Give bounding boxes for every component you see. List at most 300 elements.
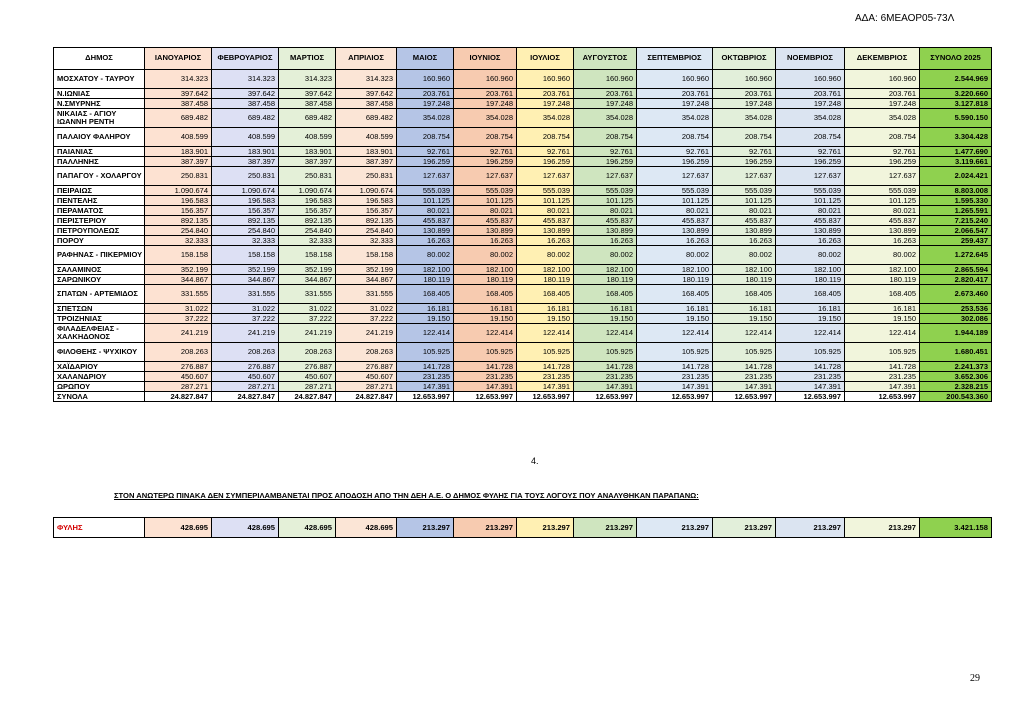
month-value: 208.754 <box>776 128 845 147</box>
month-value: 408.599 <box>212 128 279 147</box>
row-total: 2.328.215 <box>920 382 992 392</box>
month-value: 101.125 <box>776 196 845 206</box>
month-value: 80.021 <box>454 206 517 216</box>
month-value: 19.150 <box>574 314 637 324</box>
month-value: 158.158 <box>336 246 397 265</box>
month-value: 16.263 <box>776 236 845 246</box>
row-total: 2.066.547 <box>920 226 992 236</box>
month-value: 156.357 <box>279 206 336 216</box>
month-value: 130.899 <box>574 226 637 236</box>
municipality-name: ΠΕΝΤΕΛΗΣ <box>54 196 145 206</box>
fyli-month-value: 213.297 <box>845 518 920 538</box>
month-value: 122.414 <box>517 324 574 343</box>
month-value: 101.125 <box>845 196 920 206</box>
month-value: 352.199 <box>145 265 212 275</box>
month-value: 689.482 <box>212 109 279 128</box>
month-total: 12.653.997 <box>637 392 713 402</box>
month-value: 455.837 <box>574 216 637 226</box>
month-value: 16.181 <box>454 304 517 314</box>
month-value: 203.761 <box>454 89 517 99</box>
month-value: 689.482 <box>145 109 212 128</box>
month-value: 147.391 <box>713 382 776 392</box>
month-value: 16.263 <box>845 236 920 246</box>
fyli-month-value: 213.297 <box>713 518 776 538</box>
allocation-table <box>53 47 992 402</box>
municipality-name: ΧΑΛΑΝΔΡΙΟΥ <box>54 372 145 382</box>
month-value: 197.248 <box>637 99 713 109</box>
table-row <box>54 70 992 89</box>
month-value: 197.248 <box>574 99 637 109</box>
row-total: 2.024.421 <box>920 167 992 186</box>
month-value: 127.637 <box>637 167 713 186</box>
month-value: 105.925 <box>517 343 574 362</box>
month-value: 92.761 <box>517 147 574 157</box>
month-value: 183.901 <box>212 147 279 157</box>
month-value: 160.960 <box>637 70 713 89</box>
fyli-row <box>54 518 992 538</box>
month-value: 32.333 <box>212 236 279 246</box>
month-value: 16.263 <box>637 236 713 246</box>
month-value: 892.135 <box>336 216 397 226</box>
month-value: 208.263 <box>145 343 212 362</box>
month-value: 450.607 <box>336 372 397 382</box>
month-value: 182.100 <box>574 265 637 275</box>
row-total: 3.119.661 <box>920 157 992 167</box>
month-value: 156.357 <box>212 206 279 216</box>
month-value: 231.235 <box>713 372 776 382</box>
month-value: 354.028 <box>517 109 574 128</box>
month-value: 203.761 <box>713 89 776 99</box>
month-value: 141.728 <box>637 362 713 372</box>
month-value: 141.728 <box>397 362 454 372</box>
month-value: 276.887 <box>336 362 397 372</box>
month-value: 203.761 <box>845 89 920 99</box>
month-value: 32.333 <box>279 236 336 246</box>
month-value: 80.021 <box>517 206 574 216</box>
month-value: 130.899 <box>517 226 574 236</box>
month-value: 354.028 <box>574 109 637 128</box>
month-value: 344.867 <box>212 275 279 285</box>
month-value: 208.263 <box>336 343 397 362</box>
month-value: 160.960 <box>454 70 517 89</box>
month-value: 555.039 <box>776 186 845 196</box>
month-value: 555.039 <box>637 186 713 196</box>
month-value: 250.831 <box>145 167 212 186</box>
month-value: 160.960 <box>845 70 920 89</box>
month-value: 1.090.674 <box>279 186 336 196</box>
municipality-name: ΠΟΡΟΥ <box>54 236 145 246</box>
column-header-month: ΙΟΥΝΙΟΣ <box>454 48 517 70</box>
table-row <box>54 216 992 226</box>
month-value: 208.754 <box>637 128 713 147</box>
month-value: 127.637 <box>713 167 776 186</box>
month-value: 141.728 <box>574 362 637 372</box>
month-value: 408.599 <box>145 128 212 147</box>
municipality-name: ΝΙΚΑΙΑΣ - ΑΓΙΟΥ ΙΩΑΝΝΗ ΡΕΝΤΗ <box>54 109 145 128</box>
month-value: 31.022 <box>212 304 279 314</box>
month-value: 250.831 <box>279 167 336 186</box>
month-value: 160.960 <box>574 70 637 89</box>
table-row <box>54 314 992 324</box>
page-number: 29 <box>970 673 980 684</box>
month-value: 182.100 <box>713 265 776 275</box>
month-value: 408.599 <box>279 128 336 147</box>
month-value: 80.021 <box>397 206 454 216</box>
month-value: 37.222 <box>336 314 397 324</box>
month-value: 203.761 <box>637 89 713 99</box>
month-value: 892.135 <box>212 216 279 226</box>
month-value: 331.555 <box>212 285 279 304</box>
month-value: 105.925 <box>845 343 920 362</box>
month-value: 130.899 <box>454 226 517 236</box>
municipality-name: ΜΟΣΧΑΤΟΥ - ΤΑΥΡΟΥ <box>54 70 145 89</box>
month-value: 182.100 <box>776 265 845 275</box>
month-value: 80.002 <box>845 246 920 265</box>
month-value: 168.405 <box>637 285 713 304</box>
month-value: 231.235 <box>574 372 637 382</box>
row-total: 8.803.008 <box>920 186 992 196</box>
municipality-name: ΠΕΡΑΜΑΤΟΣ <box>54 206 145 216</box>
month-value: 31.022 <box>336 304 397 314</box>
table-row <box>54 128 992 147</box>
month-value: 231.235 <box>397 372 454 382</box>
month-value: 241.219 <box>279 324 336 343</box>
month-value: 141.728 <box>713 362 776 372</box>
month-value: 168.405 <box>397 285 454 304</box>
month-value: 16.181 <box>637 304 713 314</box>
fyli-month-value: 213.297 <box>454 518 517 538</box>
row-total: 2.241.373 <box>920 362 992 372</box>
month-value: 147.391 <box>574 382 637 392</box>
month-value: 254.840 <box>145 226 212 236</box>
row-total: 2.820.417 <box>920 275 992 285</box>
fyli-month-value: 428.695 <box>336 518 397 538</box>
month-value: 147.391 <box>637 382 713 392</box>
row-total: 3.304.428 <box>920 128 992 147</box>
month-value: 122.414 <box>637 324 713 343</box>
month-value: 31.022 <box>279 304 336 314</box>
month-value: 105.925 <box>776 343 845 362</box>
month-value: 101.125 <box>637 196 713 206</box>
month-value: 122.414 <box>397 324 454 343</box>
ada-code: ΑΔΑ: 6ΜΕΑΟΡ05-73Λ <box>855 13 955 24</box>
month-value: 254.840 <box>279 226 336 236</box>
month-value: 183.901 <box>279 147 336 157</box>
month-value: 397.642 <box>145 89 212 99</box>
municipality-name: ΦΙΛΑΔΕΛΦΕΙΑΣ - ΧΑΛΚΗΔΟΝΟΣ <box>54 324 145 343</box>
column-header-month: ΙΟΥΛΙΟΣ <box>517 48 574 70</box>
month-value: 32.333 <box>336 236 397 246</box>
month-value: 158.158 <box>145 246 212 265</box>
month-value: 122.414 <box>776 324 845 343</box>
month-value: 32.333 <box>145 236 212 246</box>
month-value: 80.021 <box>845 206 920 216</box>
month-value: 555.039 <box>574 186 637 196</box>
row-total: 1.595.330 <box>920 196 992 206</box>
fyli-total: 3.421.158 <box>920 518 992 538</box>
month-value: 689.482 <box>279 109 336 128</box>
month-value: 196.583 <box>279 196 336 206</box>
month-value: 196.583 <box>336 196 397 206</box>
month-value: 354.028 <box>637 109 713 128</box>
month-total: 12.653.997 <box>845 392 920 402</box>
month-value: 37.222 <box>212 314 279 324</box>
month-value: 196.259 <box>845 157 920 167</box>
row-total: 2.544.969 <box>920 70 992 89</box>
row-total: 1.944.189 <box>920 324 992 343</box>
month-value: 387.458 <box>145 99 212 109</box>
row-total: 2.673.460 <box>920 285 992 304</box>
municipality-name: ΤΡΟΙΖΗΝΙΑΣ <box>54 314 145 324</box>
month-value: 147.391 <box>517 382 574 392</box>
row-total: 3.220.660 <box>920 89 992 99</box>
fyli-month-value: 428.695 <box>212 518 279 538</box>
month-value: 168.405 <box>574 285 637 304</box>
month-value: 196.583 <box>145 196 212 206</box>
month-value: 276.887 <box>145 362 212 372</box>
month-value: 168.405 <box>776 285 845 304</box>
month-value: 387.397 <box>279 157 336 167</box>
month-value: 455.837 <box>397 216 454 226</box>
month-value: 80.002 <box>397 246 454 265</box>
month-value: 354.028 <box>713 109 776 128</box>
month-value: 397.642 <box>279 89 336 99</box>
month-value: 455.837 <box>845 216 920 226</box>
row-total: 7.215.240 <box>920 216 992 226</box>
table-header-row <box>54 48 992 70</box>
month-value: 180.119 <box>454 275 517 285</box>
month-value: 147.391 <box>845 382 920 392</box>
grand-total: 200.543.360 <box>920 392 992 402</box>
column-header-month: ΝΟΕΜΒΡΙΟΣ <box>776 48 845 70</box>
month-value: 203.761 <box>517 89 574 99</box>
row-total: 2.865.594 <box>920 265 992 275</box>
month-value: 156.357 <box>145 206 212 216</box>
month-total: 24.827.847 <box>279 392 336 402</box>
municipality-name: Ν.ΣΜΥΡΝΗΣ <box>54 99 145 109</box>
table-row <box>54 109 992 128</box>
month-value: 287.271 <box>145 382 212 392</box>
month-value: 397.642 <box>212 89 279 99</box>
month-total: 24.827.847 <box>336 392 397 402</box>
month-value: 196.259 <box>397 157 454 167</box>
table-row <box>54 265 992 275</box>
month-value: 180.119 <box>517 275 574 285</box>
month-value: 455.837 <box>776 216 845 226</box>
month-value: 203.761 <box>776 89 845 99</box>
table-row <box>54 226 992 236</box>
month-value: 196.259 <box>574 157 637 167</box>
month-value: 19.150 <box>397 314 454 324</box>
month-value: 130.899 <box>776 226 845 236</box>
fyli-month-value: 428.695 <box>279 518 336 538</box>
month-value: 122.414 <box>713 324 776 343</box>
totals-label: ΣΥΝΟΛΑ <box>54 392 145 402</box>
month-value: 101.125 <box>517 196 574 206</box>
fyli-month-value: 213.297 <box>776 518 845 538</box>
month-value: 314.323 <box>336 70 397 89</box>
month-value: 182.100 <box>517 265 574 275</box>
month-value: 208.754 <box>454 128 517 147</box>
month-value: 158.158 <box>279 246 336 265</box>
month-value: 19.150 <box>517 314 574 324</box>
month-total: 12.653.997 <box>517 392 574 402</box>
month-value: 130.899 <box>845 226 920 236</box>
row-total: 5.590.150 <box>920 109 992 128</box>
month-value: 147.391 <box>397 382 454 392</box>
table-row <box>54 89 992 99</box>
month-total: 12.653.997 <box>454 392 517 402</box>
month-value: 241.219 <box>145 324 212 343</box>
month-value: 450.607 <box>145 372 212 382</box>
fyli-month-value: 213.297 <box>637 518 713 538</box>
table-row <box>54 362 992 372</box>
month-value: 105.925 <box>454 343 517 362</box>
month-value: 276.887 <box>212 362 279 372</box>
month-value: 354.028 <box>845 109 920 128</box>
month-value: 122.414 <box>454 324 517 343</box>
month-value: 208.263 <box>212 343 279 362</box>
month-value: 387.458 <box>212 99 279 109</box>
municipality-name: ΦΙΛΟΘΕΗΣ - ΨΥΧΙΚΟΥ <box>54 343 145 362</box>
month-value: 180.119 <box>397 275 454 285</box>
month-value: 555.039 <box>845 186 920 196</box>
month-value: 105.925 <box>397 343 454 362</box>
column-header-month: ΑΥΓΟΥΣΤΟΣ <box>574 48 637 70</box>
month-value: 455.837 <box>637 216 713 226</box>
note-number: 4. <box>531 456 539 466</box>
month-value: 122.414 <box>845 324 920 343</box>
month-value: 450.607 <box>279 372 336 382</box>
month-value: 180.119 <box>713 275 776 285</box>
month-value: 196.259 <box>454 157 517 167</box>
column-header-month: ΔΕΚΕΜΒΡΙΟΣ <box>845 48 920 70</box>
month-value: 19.150 <box>637 314 713 324</box>
month-value: 19.150 <box>845 314 920 324</box>
row-total: 1.477.690 <box>920 147 992 157</box>
month-value: 231.235 <box>845 372 920 382</box>
month-value: 168.405 <box>713 285 776 304</box>
month-value: 16.181 <box>517 304 574 314</box>
month-value: 450.607 <box>212 372 279 382</box>
month-value: 387.458 <box>336 99 397 109</box>
month-value: 80.002 <box>713 246 776 265</box>
month-value: 141.728 <box>845 362 920 372</box>
month-value: 180.119 <box>776 275 845 285</box>
month-value: 208.754 <box>397 128 454 147</box>
table-row <box>54 157 992 167</box>
month-value: 19.150 <box>454 314 517 324</box>
table-row <box>54 324 992 343</box>
totals-row <box>54 392 992 402</box>
month-value: 122.414 <box>574 324 637 343</box>
municipality-name: ΩΡΩΠΟΥ <box>54 382 145 392</box>
column-header-month: ΣΕΠΤΕΜΒΡΙΟΣ <box>637 48 713 70</box>
month-value: 352.199 <box>279 265 336 275</box>
month-value: 92.761 <box>776 147 845 157</box>
month-value: 16.181 <box>713 304 776 314</box>
month-value: 208.754 <box>713 128 776 147</box>
month-value: 196.259 <box>637 157 713 167</box>
month-value: 182.100 <box>845 265 920 275</box>
month-value: 344.867 <box>279 275 336 285</box>
table-row <box>54 372 992 382</box>
fyli-month-value: 213.297 <box>574 518 637 538</box>
row-total: 259.437 <box>920 236 992 246</box>
month-value: 354.028 <box>776 109 845 128</box>
month-value: 180.119 <box>574 275 637 285</box>
month-value: 555.039 <box>454 186 517 196</box>
fyli-month-value: 428.695 <box>145 518 212 538</box>
municipality-name: ΣΑΡΩΝΙΚΟΥ <box>54 275 145 285</box>
month-value: 160.960 <box>517 70 574 89</box>
month-value: 80.021 <box>713 206 776 216</box>
month-value: 105.925 <box>713 343 776 362</box>
month-value: 101.125 <box>574 196 637 206</box>
month-value: 16.181 <box>397 304 454 314</box>
month-value: 182.100 <box>454 265 517 275</box>
month-value: 16.263 <box>397 236 454 246</box>
month-value: 127.637 <box>454 167 517 186</box>
month-value: 331.555 <box>145 285 212 304</box>
month-value: 141.728 <box>517 362 574 372</box>
month-value: 19.150 <box>776 314 845 324</box>
month-value: 183.901 <box>336 147 397 157</box>
column-header-month: ΦΕΒΡΟΥΑΡΙΟΣ <box>212 48 279 70</box>
month-value: 180.119 <box>845 275 920 285</box>
month-value: 92.761 <box>574 147 637 157</box>
month-value: 287.271 <box>279 382 336 392</box>
row-total: 302.086 <box>920 314 992 324</box>
month-value: 130.899 <box>713 226 776 236</box>
table-row <box>54 275 992 285</box>
row-total: 1.265.591 <box>920 206 992 216</box>
month-value: 105.925 <box>574 343 637 362</box>
month-value: 287.271 <box>336 382 397 392</box>
month-value: 80.021 <box>637 206 713 216</box>
month-value: 354.028 <box>454 109 517 128</box>
month-value: 231.235 <box>637 372 713 382</box>
table-row <box>54 246 992 265</box>
month-value: 147.391 <box>776 382 845 392</box>
month-value: 314.323 <box>212 70 279 89</box>
month-value: 408.599 <box>336 128 397 147</box>
month-value: 31.022 <box>145 304 212 314</box>
month-value: 130.899 <box>637 226 713 236</box>
month-value: 80.002 <box>637 246 713 265</box>
month-value: 147.391 <box>454 382 517 392</box>
month-value: 387.397 <box>336 157 397 167</box>
month-value: 16.181 <box>776 304 845 314</box>
municipality-name: ΠΕΡΙΣΤΕΡΙΟΥ <box>54 216 145 226</box>
table-row <box>54 99 992 109</box>
month-value: 16.263 <box>454 236 517 246</box>
municipality-name: ΡΑΦΗΝΑΣ - ΠΙΚΕΡΜΙΟΥ <box>54 246 145 265</box>
month-value: 254.840 <box>336 226 397 236</box>
month-total: 12.653.997 <box>397 392 454 402</box>
month-value: 158.158 <box>212 246 279 265</box>
month-value: 555.039 <box>713 186 776 196</box>
month-value: 455.837 <box>517 216 574 226</box>
month-total: 24.827.847 <box>145 392 212 402</box>
month-value: 141.728 <box>776 362 845 372</box>
municipality-name: ΠΑΠΑΓΟΥ - ΧΟΛΑΡΓΟΥ <box>54 167 145 186</box>
month-value: 197.248 <box>713 99 776 109</box>
month-total: 12.653.997 <box>713 392 776 402</box>
month-value: 231.235 <box>454 372 517 382</box>
month-total: 12.653.997 <box>776 392 845 402</box>
month-value: 127.637 <box>574 167 637 186</box>
